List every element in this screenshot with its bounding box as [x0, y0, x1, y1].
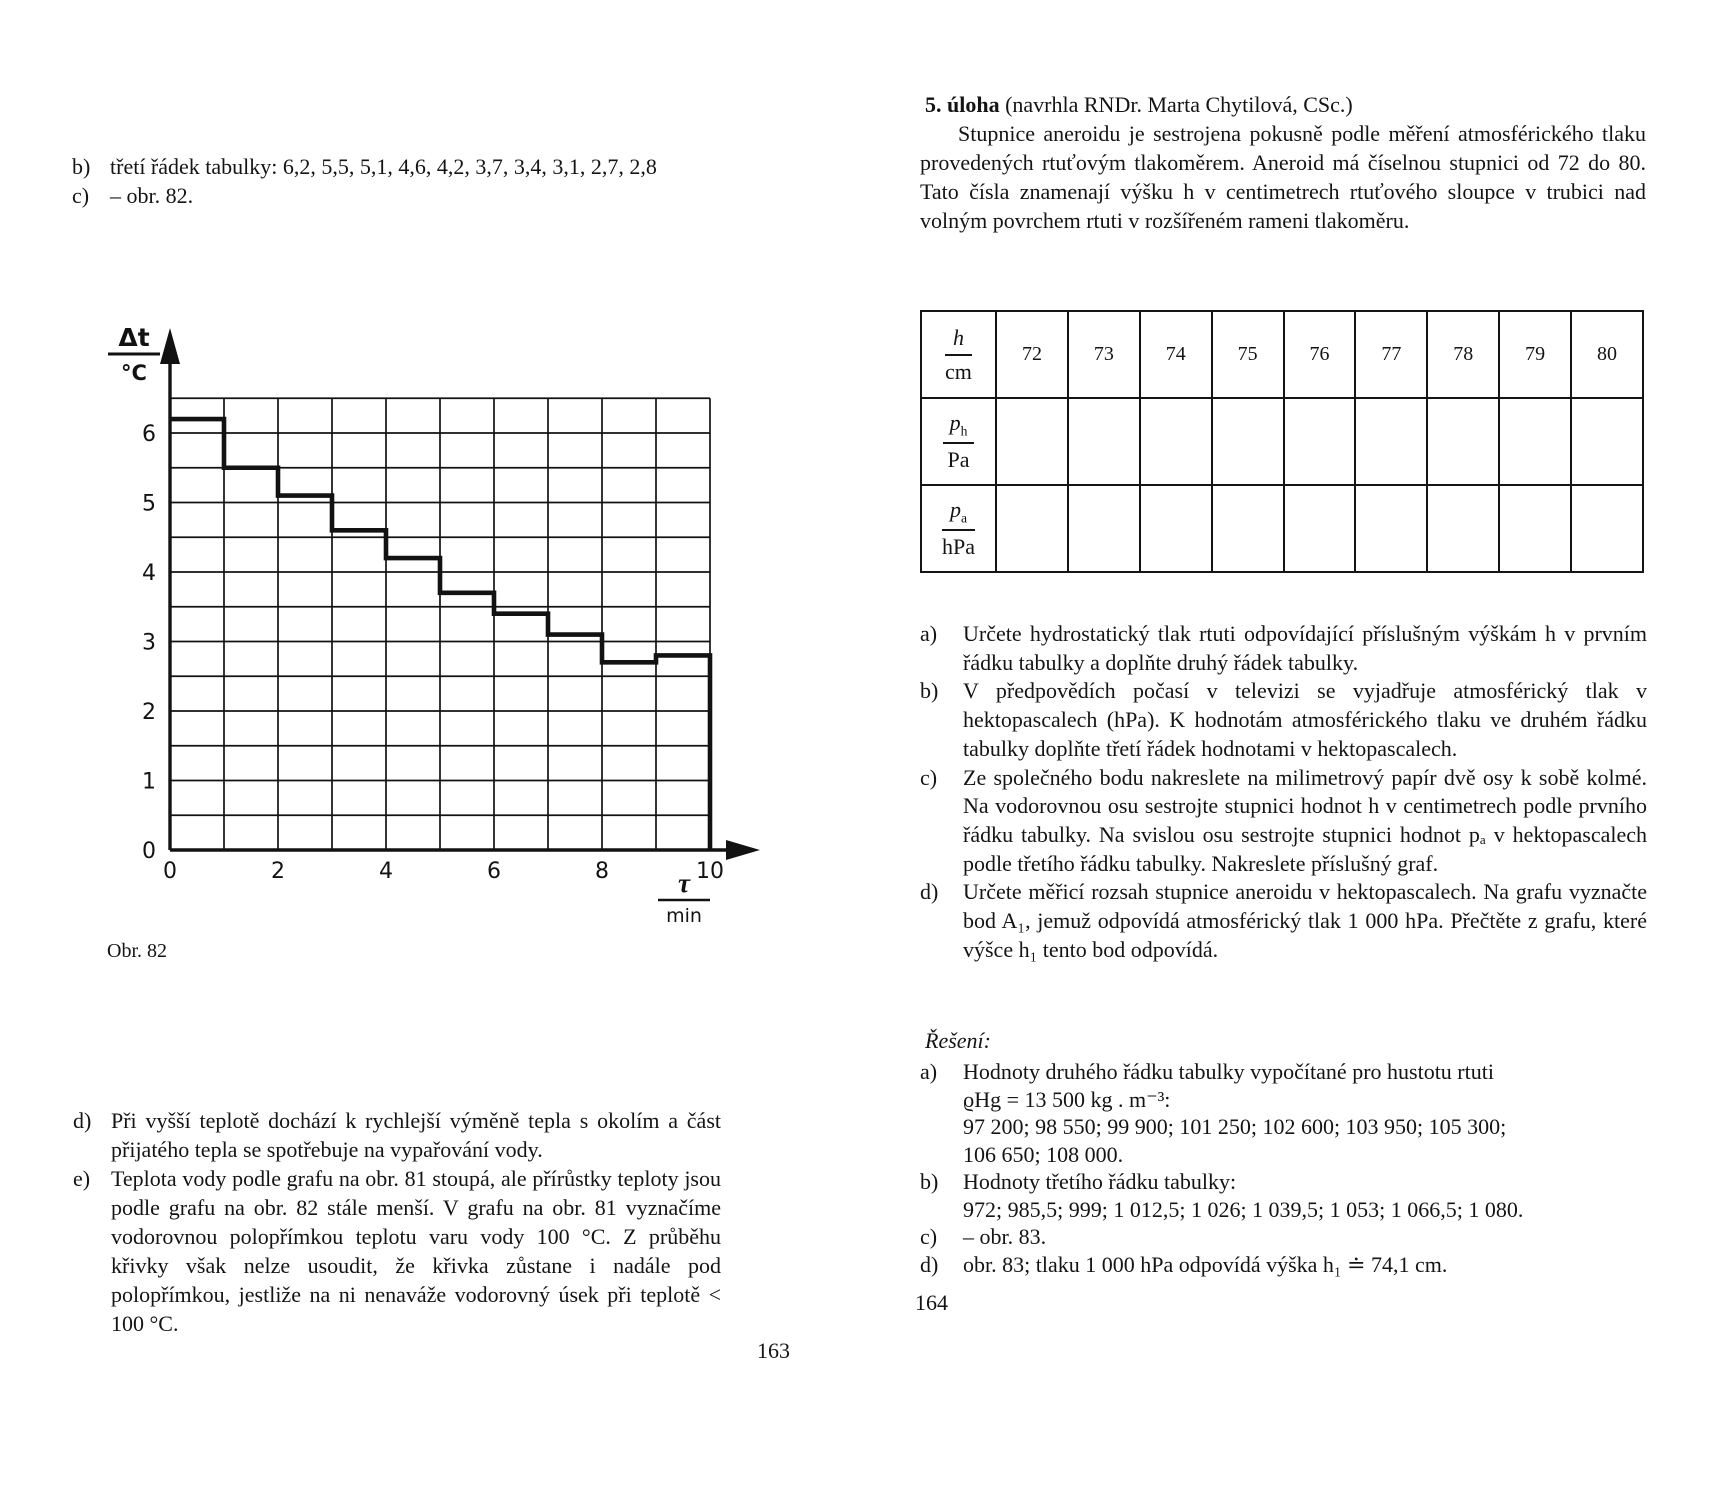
answer-top-item-b: [72, 152, 727, 181]
measurement-table: [920, 310, 1644, 573]
empty-cell: [1427, 485, 1499, 572]
x-tick-label: 0: [163, 859, 177, 884]
task-item-d: [920, 878, 1647, 964]
item-text: obr. 83; tlaku 1 000 hPa odpovídá výška h₁ ≐ 74,1 cm.: [963, 1251, 1448, 1277]
item-marker: b): [920, 1169, 939, 1194]
empty-cell: [1355, 485, 1427, 572]
empty-cell: [1571, 398, 1643, 485]
empty-cell: [1212, 398, 1284, 485]
item-text: Hodnoty třetího řádku tabulky: 972; 985,5; 999; 1 012,5; 1 026; 1 039,5; 1 053; 1 066,5; 1 080.: [963, 1169, 1524, 1222]
empty-cell: [1212, 485, 1284, 572]
page-number-left: 163: [757, 1338, 790, 1363]
item-marker: d): [73, 1108, 92, 1133]
empty-cell: [1140, 485, 1212, 572]
y-tick-label: 5: [142, 491, 156, 517]
item-marker: d): [920, 879, 939, 905]
empty-cell: [1499, 485, 1571, 572]
item-text: V předpovědích počasí v televizi se vyjadřuje atmosférický tlak v hektopascalech (hPa). K hodnotám atmosférického tlaku ve druhém řádku tabulky doplňte třetí řádek hodnotami v hektopascalech.: [963, 678, 1647, 761]
item-text: – obr. 83.: [963, 1224, 1047, 1249]
x-axis-label-denominator: min: [666, 905, 702, 927]
table-row: [921, 311, 1643, 398]
step-chart: [90, 300, 790, 935]
empty-cell: [1284, 485, 1356, 572]
empty-cell: [1068, 398, 1140, 485]
answer-bottom-item-e: [73, 1164, 721, 1338]
item-marker: c): [920, 1224, 938, 1249]
y-tick-label: 6: [142, 422, 156, 447]
figure-caption: Obr. 82: [107, 940, 167, 962]
item-text: Teplota vody podle grafu na obr. 81 stoupá, ale přírůstky teploty jsou podle grafu na obr. 82 stále menší. V grafu na obr. 81 vyznačíme vodorovnou polopřímkou teplotu varu vody 100 °C. Z průběhu křivky však nelze usoudit, že křivka zůstane i nadále pod polopřímkou, jestliže na ni nenaváže vodorovný úsek při teplotě < 100 °C.: [111, 1166, 721, 1336]
table-row: [921, 485, 1643, 572]
task-item-b: [920, 677, 1647, 763]
task-list: [920, 620, 1647, 964]
empty-cell: [1068, 485, 1140, 572]
answer-list-top: [72, 152, 727, 210]
empty-cell: [996, 398, 1068, 485]
empty-cell: [996, 485, 1068, 572]
answer-list-bottom: [73, 1106, 721, 1338]
h-value-cell: 77: [1355, 311, 1427, 398]
y-axis-label-numerator: Δt: [118, 323, 150, 352]
item-marker: c): [72, 183, 90, 208]
y-tick-label: 4: [142, 561, 156, 586]
row-header-cell: $\frac{h}{cm}$: [921, 311, 996, 398]
h-value-cell: 74: [1140, 311, 1212, 398]
h-value-cell: 76: [1284, 311, 1356, 398]
y-tick-label: 1: [142, 769, 156, 795]
solution-list: [920, 1058, 1647, 1278]
problem-author: (navrhla RNDr. Marta Chytilová, CSc.): [999, 92, 1353, 117]
y-axis-label-denominator: °C: [121, 361, 147, 385]
x-axis-label-numerator: τ: [678, 868, 690, 898]
empty-cell: [1355, 398, 1427, 485]
h-value-cell: 72: [996, 311, 1068, 398]
y-tick-label: 2: [142, 700, 156, 725]
solution-item-b: [920, 1168, 1647, 1223]
item-text: Hodnoty druhého řádku tabulky vypočítané pro hustotu rtuti ϱHg = 13 500 kg . m⁻³: 97 200; 98 550; 99 900; 101 250; 102 600; 103 950; 105 300; 106 650; 108 000.: [963, 1059, 1507, 1167]
item-text: Při vyšší teplotě dochází k rychlejší výměně tepla s okolím a část přijatého tepla se spotřebuje na vypařování vody.: [111, 1108, 721, 1162]
problem-heading: [925, 90, 1353, 119]
item-marker: c): [920, 764, 938, 790]
page-number-right: 164: [915, 1290, 948, 1315]
solution-item-d: [920, 1251, 1647, 1279]
item-text: třetí řádek tabulky: 6,2, 5,5, 5,1, 4,6, 4,2, 3,7, 3,4, 3,1, 2,7, 2,8: [110, 154, 657, 179]
task-item-a: [920, 620, 1647, 677]
x-tick-label: 10: [696, 859, 724, 884]
item-marker: a): [920, 621, 938, 646]
empty-cell: [1571, 485, 1643, 572]
answer-top-item-c: [72, 181, 727, 210]
solution-heading: Řešení:: [925, 1028, 991, 1053]
h-value-cell: 80: [1571, 311, 1643, 398]
item-marker: e): [73, 1166, 91, 1191]
item-marker: b): [920, 678, 939, 704]
problem-number: 5. úloha: [925, 92, 1000, 117]
item-text: Určete měřicí rozsah stupnice aneroidu v hektopascalech. Na grafu vyznačte bod A₁, jemuž odpovídá atmosférický tlak 1 000 hPa. Přečtěte z grafu, které výšce h₁ tento bod odpovídá.: [963, 879, 1647, 962]
h-value-cell: 79: [1499, 311, 1571, 398]
x-axis-arrow: [726, 840, 760, 860]
y-tick-label: 3: [142, 630, 156, 656]
table-row: [921, 398, 1643, 485]
x-tick-label: 8: [595, 859, 609, 884]
row-header-cell: $\frac{p_a}{\text{hPa}}$: [921, 485, 996, 572]
y-axis-arrow: [160, 328, 180, 364]
problem-intro: Stupnice aneroidu je sestrojena pokusně podle měření atmosférického tlaku provedených rtuťovým tlakoměrem. Aneroid má číselnou stupnici od 72 do 80. Tato čísla znamenají výšku h v centimetrech rtuťového sloupce v trubici nad volným povrchem rtuti v rozšířeném rameni tlakoměru.: [920, 121, 1646, 233]
empty-cell: [1499, 398, 1571, 485]
y-tick-label: 0: [142, 839, 156, 864]
answer-bottom-item-d: [73, 1106, 721, 1164]
x-tick-label: 4: [379, 859, 393, 884]
task-item-c: [920, 764, 1647, 879]
solution-item-a: [920, 1058, 1647, 1168]
empty-cell: [1427, 398, 1499, 485]
empty-cell: [1284, 398, 1356, 485]
item-text: Ze společného bodu nakreslete na milimetrový papír dvě osy k sobě kolmé. Na vodorovnou osu sestrojte stupnici hodnot h v centimetrech podle prvního řádku tabulky. Na svislou osu sestrojte stupnici hodnot pₐ v hektopascalech podle třetího řádku tabulky. Nakreslete příslušný graf.: [963, 764, 1647, 876]
x-tick-label: 2: [271, 859, 285, 884]
solution-item-c: [920, 1223, 1647, 1251]
h-value-cell: 75: [1212, 311, 1284, 398]
item-marker: b): [72, 154, 91, 179]
item-marker: a): [920, 1059, 938, 1084]
item-text: Určete hydrostatický tlak rtuti odpovídající příslušným výškám h v prvním řádku tabulky a doplňte druhý řádek tabulky.: [963, 621, 1647, 675]
empty-cell: [1140, 398, 1212, 485]
item-marker: d): [920, 1251, 939, 1277]
item-text: – obr. 82.: [110, 183, 194, 208]
row-header-cell: $\frac{p_h}{Pa}$: [921, 398, 996, 485]
x-tick-label: 6: [487, 859, 501, 884]
h-value-cell: 73: [1068, 311, 1140, 398]
h-value-cell: 78: [1427, 311, 1499, 398]
